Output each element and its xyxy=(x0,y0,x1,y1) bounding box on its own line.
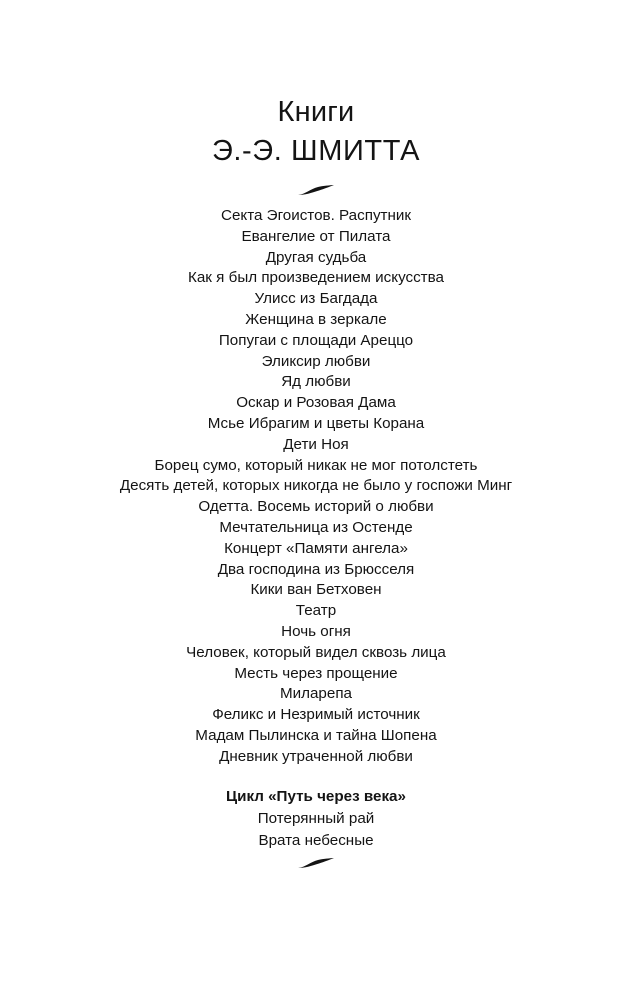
heading-books: Книги xyxy=(277,96,355,128)
list-item: Другая судьба xyxy=(265,248,367,266)
list-item: Потерянный рай xyxy=(257,810,375,827)
list-item: Дети Ноя xyxy=(283,435,349,453)
list-item: Ночь огня xyxy=(281,622,351,640)
list-item: Как я был произведением искусства xyxy=(188,269,444,287)
list-item: Борец сумо, который никак не мог потолстеть xyxy=(154,456,478,474)
list-item: Врата небесные xyxy=(258,831,374,849)
list-item: Месть через прощение xyxy=(234,664,398,682)
books-list xyxy=(0,206,632,768)
list-item: Улисс из Багдада xyxy=(254,290,378,308)
list-item: Эликсир любви xyxy=(261,352,371,370)
list-item: Одетта. Восемь историй о любви xyxy=(198,498,434,516)
list-item: Человек, который видел сквозь лица xyxy=(186,643,446,661)
heading-author: Э.-Э. ШМИТТА xyxy=(211,135,421,167)
list-item: Секта Эгоистов. Распутник xyxy=(220,207,412,224)
list-item: Кики ван Бетховен xyxy=(250,581,382,599)
list-item: Феликс и Незримый источник xyxy=(212,706,420,724)
list-item: Миларепа xyxy=(279,685,352,703)
list-item: Дневник утраченной любви xyxy=(219,747,413,765)
list-item: Женщина в зеркале xyxy=(245,310,387,328)
list-item: Два господина из Брюсселя xyxy=(217,560,415,578)
list-item: Мечтательница из Остенде xyxy=(219,518,413,536)
cycle-books-list xyxy=(0,808,632,851)
flourish-ornament-icon xyxy=(296,856,336,870)
list-item: Евангелие от Пилата xyxy=(241,227,391,245)
list-item: Концерт «Памяти ангела» xyxy=(224,539,408,557)
cycle-section xyxy=(0,786,632,851)
flourish-ornament-icon xyxy=(296,183,336,197)
list-item: Оскар и Розовая Дама xyxy=(236,394,396,412)
list-item: Мсье Ибрагим и цветы Корана xyxy=(207,414,425,432)
list-item: Попугаи с площади Ареццо xyxy=(218,331,414,349)
list-item: Мадам Пылинска и тайна Шопена xyxy=(195,726,437,744)
list-item: Десять детей, которых никогда не было у госпожи Минг xyxy=(119,477,513,495)
list-item: Яд любви xyxy=(281,373,351,391)
cycle-title: Цикл «Путь через века» xyxy=(226,788,406,805)
list-item: Театр xyxy=(295,602,337,620)
